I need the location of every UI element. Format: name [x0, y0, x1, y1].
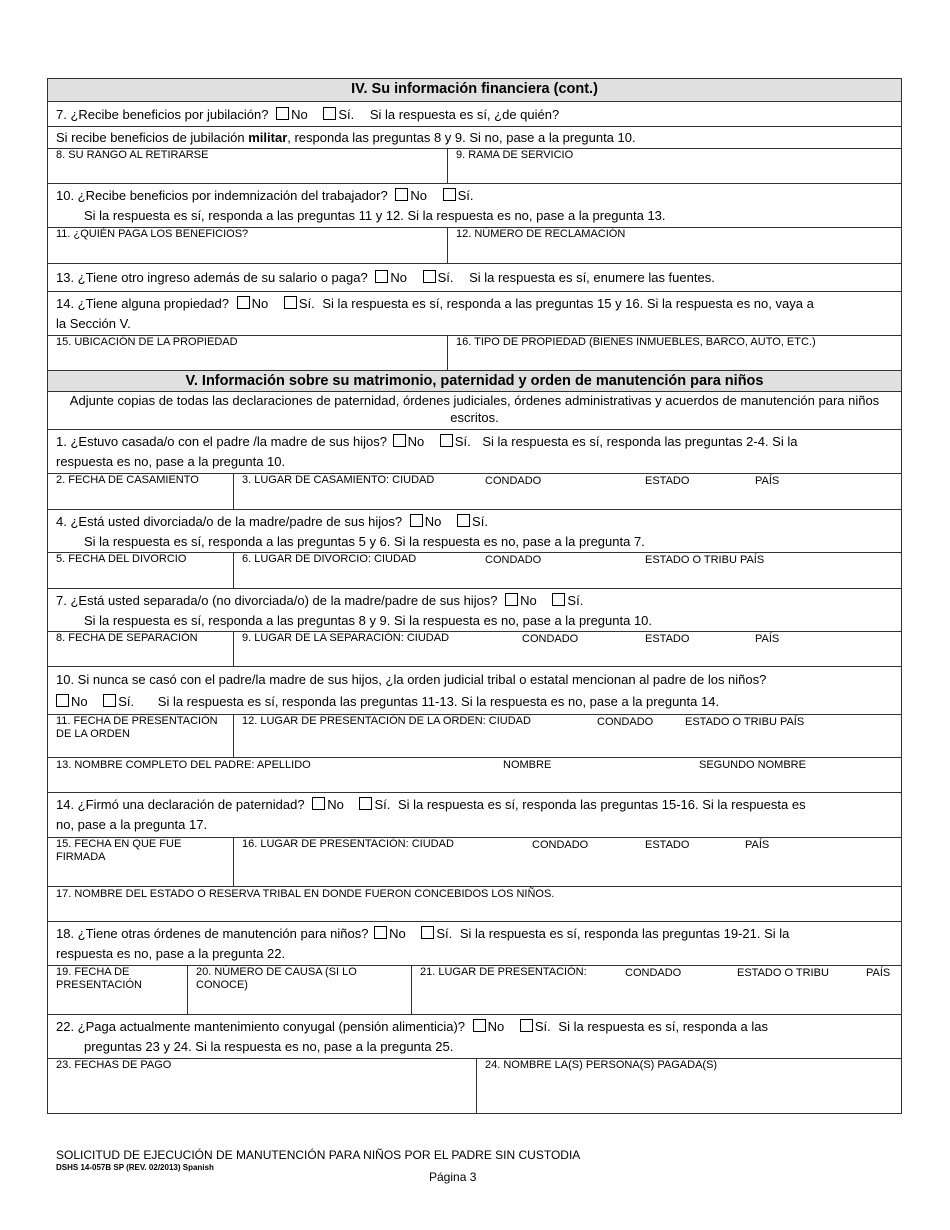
field-3-pais: PAÍS	[755, 475, 780, 487]
s5q4-no-checkbox[interactable]	[410, 514, 423, 527]
s5q22-tail: Si la respuesta es sí, responda a las	[558, 1019, 768, 1034]
s5-question-18-text: 18. ¿Tiene otras órdenes de manutención para niños?	[56, 926, 369, 941]
field-9-condado: CONDADO	[522, 633, 579, 645]
fields-11-12-s5-row	[48, 714, 901, 757]
field-21-label: 21. LUGAR DE PRESENTACIÓN:	[420, 966, 587, 978]
s5-question-22-line2: preguntas 23 y 24. Si la respuesta es no, pase a la pregunta 25.	[84, 1039, 454, 1054]
field-17-label: 17. NOMBRE DEL ESTADO O RESERVA TRIBAL EN DONDE FUERON CONCEBIDOS LOS NIÑOS.	[56, 888, 555, 900]
field-8-rank[interactable]	[48, 149, 447, 183]
q10-no-checkbox[interactable]	[395, 188, 408, 201]
q7-si-label: Sí.	[338, 107, 355, 122]
field-3-condado: CONDADO	[485, 475, 542, 487]
field-16-label: 16. TIPO DE PROPIEDAD (BIENES INMUEBLES, BARCO, AUTO, ETC.)	[456, 336, 816, 348]
fields-2-3-row	[48, 473, 901, 509]
field-16-pais: PAÍS	[745, 839, 770, 851]
s5q1-tail: Si la respuesta es sí, responda las preguntas 2-4. Si la	[482, 434, 798, 449]
s5q10-no-checkbox[interactable]	[56, 694, 69, 707]
field-21-pais: PAÍS	[866, 967, 891, 979]
s5q10-si-label: Sí.	[118, 694, 135, 709]
field-9-estado: ESTADO	[645, 633, 690, 645]
field-13-segundo: SEGUNDO NOMBRE	[699, 759, 806, 771]
field-19-label: 19. FECHA DE PRESENTACIÓN	[56, 966, 142, 991]
military-text-a: Si recibe beneficios de jubilación	[56, 130, 249, 145]
s5-field-8-label: 8. FECHA DE SEPARACIÓN	[56, 632, 198, 644]
field-11-payer[interactable]	[48, 228, 447, 263]
field-13-father-name[interactable]	[48, 757, 901, 792]
s5q22-si-label: Sí.	[534, 1019, 551, 1034]
field-6-label: 6. LUGAR DE DIVORCIO: CIUDAD	[242, 553, 417, 565]
section-v-header: V. Información sobre su matrimonio, paternidad y orden de manutención para niños	[48, 370, 901, 391]
q7-si-checkbox[interactable]	[323, 107, 336, 120]
field-12-claim-number[interactable]	[447, 228, 901, 263]
s5q7-no-checkbox[interactable]	[505, 593, 518, 606]
s5q18-no-label: No	[389, 926, 406, 941]
s5q1-no-label: No	[407, 434, 425, 449]
s5-field-12-label: 12. LUGAR DE PRESENTACIÓN DE LA ORDEN: CIUDAD	[242, 715, 531, 727]
s5q7-si-label: Sí.	[567, 593, 584, 608]
q13-si-checkbox[interactable]	[423, 270, 436, 283]
footer-title: SOLICITUD DE EJECUCIÓN DE MANUTENCIÓN PARA NIÑOS POR EL PADRE SIN CUSTODIA	[56, 1148, 581, 1162]
field-24-label: 24. NOMBRE LA(S) PERSONA(S) PAGADA(S)	[485, 1059, 718, 1071]
s5-field-16-label: 16. LUGAR DE PRESENTACIÓN: CIUDAD	[242, 838, 454, 850]
q13-no-checkbox[interactable]	[375, 270, 388, 283]
s5-question-18-line2: respuesta es no, pase a la pregunta 22.	[56, 946, 286, 961]
field-12-label: 12. NÚMERO DE RECLAMACIÓN	[456, 228, 626, 240]
s5-question-10-row	[48, 666, 901, 714]
s5q1-si-label: Sí.	[454, 434, 471, 449]
q14-si-label: Sí.	[298, 296, 315, 311]
field-12-condado: CONDADO	[597, 716, 654, 728]
field-11-label: 11. ¿QUIÉN PAGA LOS BENEFICIOS?	[56, 228, 249, 240]
question-14-text: 14. ¿Tiene alguna propiedad?	[56, 296, 229, 311]
field-13-nombre: NOMBRE	[503, 759, 552, 771]
s5-question-14-row	[48, 792, 901, 837]
s5q14-si-checkbox[interactable]	[359, 797, 372, 810]
s5q14-tail: Si la respuesta es sí, responda las preguntas 15-16. Si la respuesta es	[398, 797, 806, 812]
page-number: Página 3	[429, 1170, 477, 1184]
s5q18-si-checkbox[interactable]	[421, 926, 434, 939]
field-24-payee-names[interactable]	[476, 1059, 901, 1113]
s5q10-tail: Si la respuesta es sí, responda las preguntas 11-13. Si la respuesta es no, pase a la pregunta 14.	[157, 694, 720, 709]
field-6-condado: CONDADO	[485, 554, 542, 566]
q14-si-checkbox[interactable]	[284, 296, 297, 309]
s5q10-si-checkbox[interactable]	[103, 694, 116, 707]
field-23-label: 23. FECHAS DE PAGO	[56, 1059, 172, 1071]
s5q22-no-label: No	[487, 1019, 505, 1034]
field-9-pais: PAÍS	[755, 633, 780, 645]
s5-question-10-text: 10. Si nunca se casó con el padre/la madre de sus hijos, ¿la orden judicial tribal o estatal mencionan al padre de los niños?	[56, 672, 767, 687]
field-8-separation-date[interactable]	[48, 632, 233, 666]
fields-15-16-row	[48, 335, 901, 370]
question-7-text: 7. ¿Recibe beneficios por jubilación?	[56, 107, 269, 122]
field-16-filing-place[interactable]	[233, 838, 901, 886]
s5-question-7-line2: Si la respuesta es sí, responda a las preguntas 8 y 9. Si la respuesta es no, pase a la pregunta 10.	[84, 613, 653, 628]
s5-field-15-label: 15. FECHA EN QUE FUE FIRMADA	[56, 838, 182, 863]
s5-field-9-label: 9. LUGAR DE LA SEPARACIÓN: CIUDAD	[242, 632, 450, 644]
s5-question-14-text: 14. ¿Firmó una declaración de paternidad?	[56, 797, 305, 812]
fields-5-6-row	[48, 552, 901, 588]
form-page	[47, 78, 902, 1114]
s5q1-no-checkbox[interactable]	[393, 434, 406, 447]
question-7-row	[48, 101, 901, 126]
field-19-filing-date[interactable]	[48, 966, 187, 1014]
field-13-label: 13. NOMBRE COMPLETO DEL PADRE: APELLIDO	[56, 759, 311, 771]
military-text-bold: militar	[248, 130, 288, 145]
field-6-estado: ESTADO O TRIBU PAÍS	[645, 554, 765, 566]
s5q4-no-label: No	[424, 514, 442, 529]
field-6-divorce-place[interactable]	[233, 553, 901, 588]
q10-si-label: Sí.	[457, 188, 474, 203]
s5q10-no-label: No	[71, 694, 88, 709]
q7-no-label: No	[291, 107, 308, 122]
q7-no-checkbox[interactable]	[276, 107, 289, 120]
s5-field-11-label: 11. FECHA DE PRESENTACIÓN DE LA ORDEN	[56, 715, 218, 740]
s5-question-7-text: 7. ¿Está usted separada/o (no divorciada/o) de la madre/padre de sus hijos?	[56, 593, 498, 608]
field-21-filing-place[interactable]	[411, 966, 901, 1014]
fields-11-12-row	[48, 227, 901, 263]
field-9-branch[interactable]	[447, 149, 901, 183]
field-9-separation-place[interactable]	[233, 632, 901, 666]
s5q7-si-checkbox[interactable]	[552, 593, 565, 606]
s5q14-si-label: Sí.	[374, 797, 391, 812]
fields-15-16-s5-row	[48, 837, 901, 886]
question-14-row	[48, 291, 901, 335]
field-3-marriage-place[interactable]	[233, 474, 901, 509]
field-11-order-date[interactable]	[48, 715, 233, 757]
footer-form-code: DSHS 14-057B SP (REV. 02/2013) Spanish	[56, 1163, 214, 1172]
field-15-label: 15. UBICACIÓN DE LA PROPIEDAD	[56, 336, 238, 348]
s5-question-1-text: 1. ¿Estuvo casada/o con el padre /la madre de sus hijos?	[56, 434, 387, 449]
section-v-intro	[48, 391, 901, 429]
question-13-row	[48, 263, 901, 291]
s5-question-18-row	[48, 921, 901, 965]
s5-question-22-text: 22. ¿Paga actualmente mantenimiento conyugal (pensión alimenticia)?	[56, 1019, 466, 1034]
military-text-c: , responda las preguntas 8 y 9. Si no, pase a la pregunta 10.	[287, 130, 636, 145]
question-10-line2: Si la respuesta es sí, responda a las preguntas 11 y 12. Si la respuesta es no, pase a la pregunta 13.	[84, 208, 666, 223]
field-15-signed-date[interactable]	[48, 838, 233, 886]
field-17-state-reservation[interactable]	[48, 886, 901, 921]
s5q14-no-label: No	[327, 797, 344, 812]
q10-si-checkbox[interactable]	[443, 188, 456, 201]
s5q22-no-checkbox[interactable]	[473, 1019, 486, 1032]
field-20-case-number[interactable]	[187, 966, 411, 1014]
section-v-intro-text: Adjunte copias de todas las declaraciones de paternidad, órdenes judiciales, órdenes administrativas y acuerdos de manutención para niños escritos.	[69, 393, 880, 425]
field-2-marriage-date[interactable]	[48, 474, 233, 509]
s5-question-7-row	[48, 588, 901, 631]
field-12-estado: ESTADO O TRIBU PAÍS	[685, 716, 805, 728]
question-14-line2: la Sección V.	[56, 316, 131, 331]
s5-question-4-text: 4. ¿Está usted divorciada/o de la madre/padre de sus hijos?	[56, 514, 403, 529]
question-13-text: 13. ¿Tiene otro ingreso además de su salario o paga?	[56, 270, 368, 285]
q7-tail: Si la respuesta es sí, ¿de quién?	[369, 107, 560, 122]
field-3-label: 3. LUGAR DE CASAMIENTO: CIUDAD	[242, 474, 435, 486]
s5-question-22-row	[48, 1014, 901, 1058]
field-5-label: 5. FECHA DEL DIVORCIO	[56, 553, 187, 565]
field-23-payment-dates[interactable]	[48, 1059, 476, 1113]
s5-question-1-line2: respuesta es no, pase a la pregunta 10.	[56, 454, 286, 469]
question-10-row	[48, 183, 901, 227]
fields-8-9-row	[48, 148, 901, 183]
field-9-label: 9. RAMA DE SERVICIO	[456, 149, 574, 161]
field-21-condado: CONDADO	[625, 967, 682, 979]
q14-tail: Si la respuesta es sí, responda a las preguntas 15 y 16. Si la respuesta es no, vaya a	[322, 296, 814, 311]
s5-question-1-row	[48, 429, 901, 473]
s5q18-no-checkbox[interactable]	[374, 926, 387, 939]
s5q18-tail: Si la respuesta es sí, responda las preguntas 19-21. Si la	[459, 926, 790, 941]
question-10-text: 10. ¿Recibe beneficios por indemnización del trabajador?	[56, 188, 388, 203]
s5-question-4-row	[48, 509, 901, 552]
s5-question-4-line2: Si la respuesta es sí, responda a las preguntas 5 y 6. Si la respuesta es no, pase a la pregunta 7.	[84, 534, 645, 549]
fields-23-24-row	[48, 1058, 901, 1113]
s5q18-si-label: Sí.	[436, 926, 453, 941]
field-15-location[interactable]	[48, 336, 447, 370]
field-21-estado: ESTADO O TRIBU	[737, 967, 829, 979]
fields-19-21-row	[48, 965, 901, 1014]
q13-tail: Si la respuesta es sí, enumere las fuentes.	[469, 270, 715, 285]
s5-question-14-line2: no, pase a la pregunta 17.	[56, 817, 208, 832]
fields-8-9-s5-row	[48, 631, 901, 666]
s5q22-si-checkbox[interactable]	[520, 1019, 533, 1032]
field-16-condado: CONDADO	[532, 839, 589, 851]
field-8-label: 8. SU RANGO AL RETIRARSE	[56, 149, 209, 161]
field-2-label: 2. FECHA DE CASAMIENTO	[56, 474, 199, 486]
q13-si-label: Sí.	[437, 270, 454, 285]
s5q14-no-checkbox[interactable]	[312, 797, 325, 810]
s5q1-si-checkbox[interactable]	[440, 434, 453, 447]
field-16-estado: ESTADO	[645, 839, 690, 851]
q14-no-checkbox[interactable]	[237, 296, 250, 309]
q13-no-label: No	[390, 270, 407, 285]
field-3-estado: ESTADO	[645, 475, 690, 487]
field-20-label: 20. NÚMERO DE CAUSA (SI LO CONOCE)	[196, 966, 357, 991]
q10-no-label: No	[410, 188, 427, 203]
field-12-order-place[interactable]	[233, 715, 901, 757]
s5q4-si-checkbox[interactable]	[457, 514, 470, 527]
field-5-divorce-date[interactable]	[48, 553, 233, 588]
q14-no-label: No	[251, 296, 269, 311]
s5q4-si-label: Sí.	[472, 514, 488, 529]
military-row	[48, 126, 901, 148]
section-iv-header: IV. Su información financiera (cont.)	[48, 79, 901, 101]
field-16-property-type[interactable]	[447, 336, 901, 370]
s5q7-no-label: No	[520, 593, 537, 608]
